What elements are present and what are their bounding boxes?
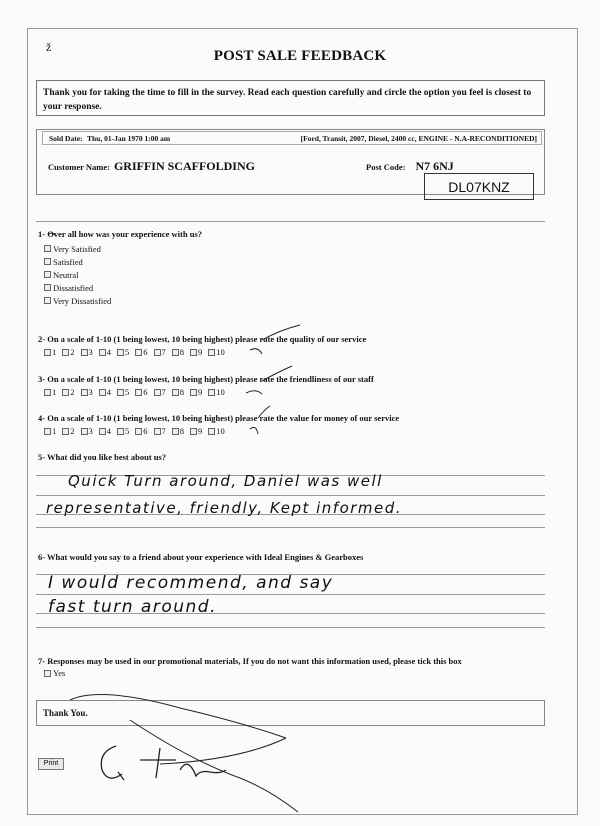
q1-text: 1- Over all how was your experience with us? xyxy=(38,229,203,239)
scale-option-7[interactable]: 7 xyxy=(154,387,166,397)
q5-text: 5- What did you like best about us? xyxy=(38,452,167,462)
postcode-value: N7 6NJ xyxy=(415,159,454,173)
q2-text: 2- On a scale of 1-10 (1 being lowest, 10 being highest) please rate the quality of our service xyxy=(38,334,367,344)
scale-option-6[interactable]: 6 xyxy=(135,347,147,357)
pen-mark-q2 xyxy=(262,325,300,340)
vehicle-details: [Ford, Transit, 2007, Diesel, 2400 cc, ENGINE - N.A-RECONDITIONED] xyxy=(300,134,537,143)
tick-mark xyxy=(250,349,262,354)
scale-option-6[interactable]: 6 xyxy=(135,426,147,436)
scale-option-10[interactable]: 10 xyxy=(208,347,225,357)
scale-option-2[interactable]: 2 xyxy=(62,347,74,357)
tick-mark xyxy=(246,391,262,394)
scale-option-7[interactable]: 7 xyxy=(154,426,166,436)
scale-option-1[interactable]: 1 xyxy=(44,387,56,397)
scale-option-3[interactable]: 3 xyxy=(81,387,93,397)
q6-answer-line-2: fast turn around. xyxy=(48,597,217,617)
scale-option-5[interactable]: 5 xyxy=(117,426,129,436)
q1-option-very-satisfied[interactable]: Very Satisfied xyxy=(44,242,111,255)
thank-you-box: Thank You. xyxy=(36,700,545,726)
scale-option-4[interactable]: 4 xyxy=(99,387,111,397)
q4-text: 4- On a scale of 1-10 (1 being lowest, 10 being highest) please rate the value for money of our service xyxy=(38,413,400,423)
q1-option-dissatisfied[interactable]: Dissatisfied xyxy=(44,281,111,294)
q6-answer-line-1: I would recommend, and say xyxy=(48,573,334,593)
scale-option-8[interactable]: 8 xyxy=(172,426,184,436)
scale-option-8[interactable]: 8 xyxy=(172,347,184,357)
q1-option-satisfied[interactable]: Satisfied xyxy=(44,255,111,268)
intro-text: Thank you for taking the time to fill in the survey. Read each question carefully and circle the option you feel is closest to your response. xyxy=(36,80,545,116)
scale-option-9[interactable]: 9 xyxy=(190,426,202,436)
signature xyxy=(101,746,226,780)
scale-option-5[interactable]: 5 xyxy=(117,347,129,357)
scale-option-3[interactable]: 3 xyxy=(81,347,93,357)
q6-text: 6- What would you say to a friend about your experience with Ideal Engines & Gearboxes xyxy=(38,552,364,562)
scale-option-1[interactable]: 1 xyxy=(44,347,56,357)
q3-text: 3- On a scale of 1-10 (1 being lowest, 10 being highest) please rate the friendliness of our staff xyxy=(38,374,374,384)
pen-mark-q1 xyxy=(48,233,56,236)
q1-option-very-dissatisfied[interactable]: Very Dissatisfied xyxy=(44,294,111,307)
scale-option-8[interactable]: 8 xyxy=(172,387,184,397)
pen-mark-q4 xyxy=(258,406,270,418)
tick-mark xyxy=(250,427,258,434)
pen-mark-q3 xyxy=(262,366,292,381)
scale-option-3[interactable]: 3 xyxy=(81,426,93,436)
scale-option-9[interactable]: 9 xyxy=(190,347,202,357)
registration-box: DL07KNZ xyxy=(424,173,534,200)
scale-option-1[interactable]: 1 xyxy=(44,426,56,436)
customer-label: Customer Name: xyxy=(48,162,110,172)
q5-answer-line-2: representative, friendly, Kept informed. xyxy=(46,499,403,517)
scale-option-6[interactable]: 6 xyxy=(135,387,147,397)
postcode-label: Post Code: xyxy=(366,162,406,172)
scale-option-2[interactable]: 2 xyxy=(62,426,74,436)
page-title: POST SALE FEEDBACK xyxy=(213,48,387,64)
customer-name: GRIFFIN SCAFFOLDING xyxy=(113,159,255,173)
scale-option-4[interactable]: 4 xyxy=(99,347,111,357)
q5-answer-line-1: Quick Turn around, Daniel was well xyxy=(68,472,383,490)
print-button[interactable]: Print xyxy=(38,758,64,770)
q1-option-neutral[interactable]: Neutral xyxy=(44,268,111,281)
q7-text: 7- Responses may be used in our promotional materials, If you do not want this information used, please tick this box xyxy=(38,656,462,666)
scale-option-7[interactable]: 7 xyxy=(154,347,166,357)
scale-option-10[interactable]: 10 xyxy=(208,387,225,397)
sold-date-label: Sold Date: xyxy=(49,134,83,143)
margin-mark: ž xyxy=(46,40,52,54)
sold-date-value: Thu, 01-Jan 1970 1:00 am xyxy=(87,134,171,143)
scale-option-5[interactable]: 5 xyxy=(117,387,129,397)
scale-option-9[interactable]: 9 xyxy=(190,387,202,397)
scale-option-10[interactable]: 10 xyxy=(208,426,225,436)
scale-option-4[interactable]: 4 xyxy=(99,426,111,436)
scale-option-2[interactable]: 2 xyxy=(62,387,74,397)
q7-option-yes[interactable]: Yes xyxy=(44,668,65,678)
